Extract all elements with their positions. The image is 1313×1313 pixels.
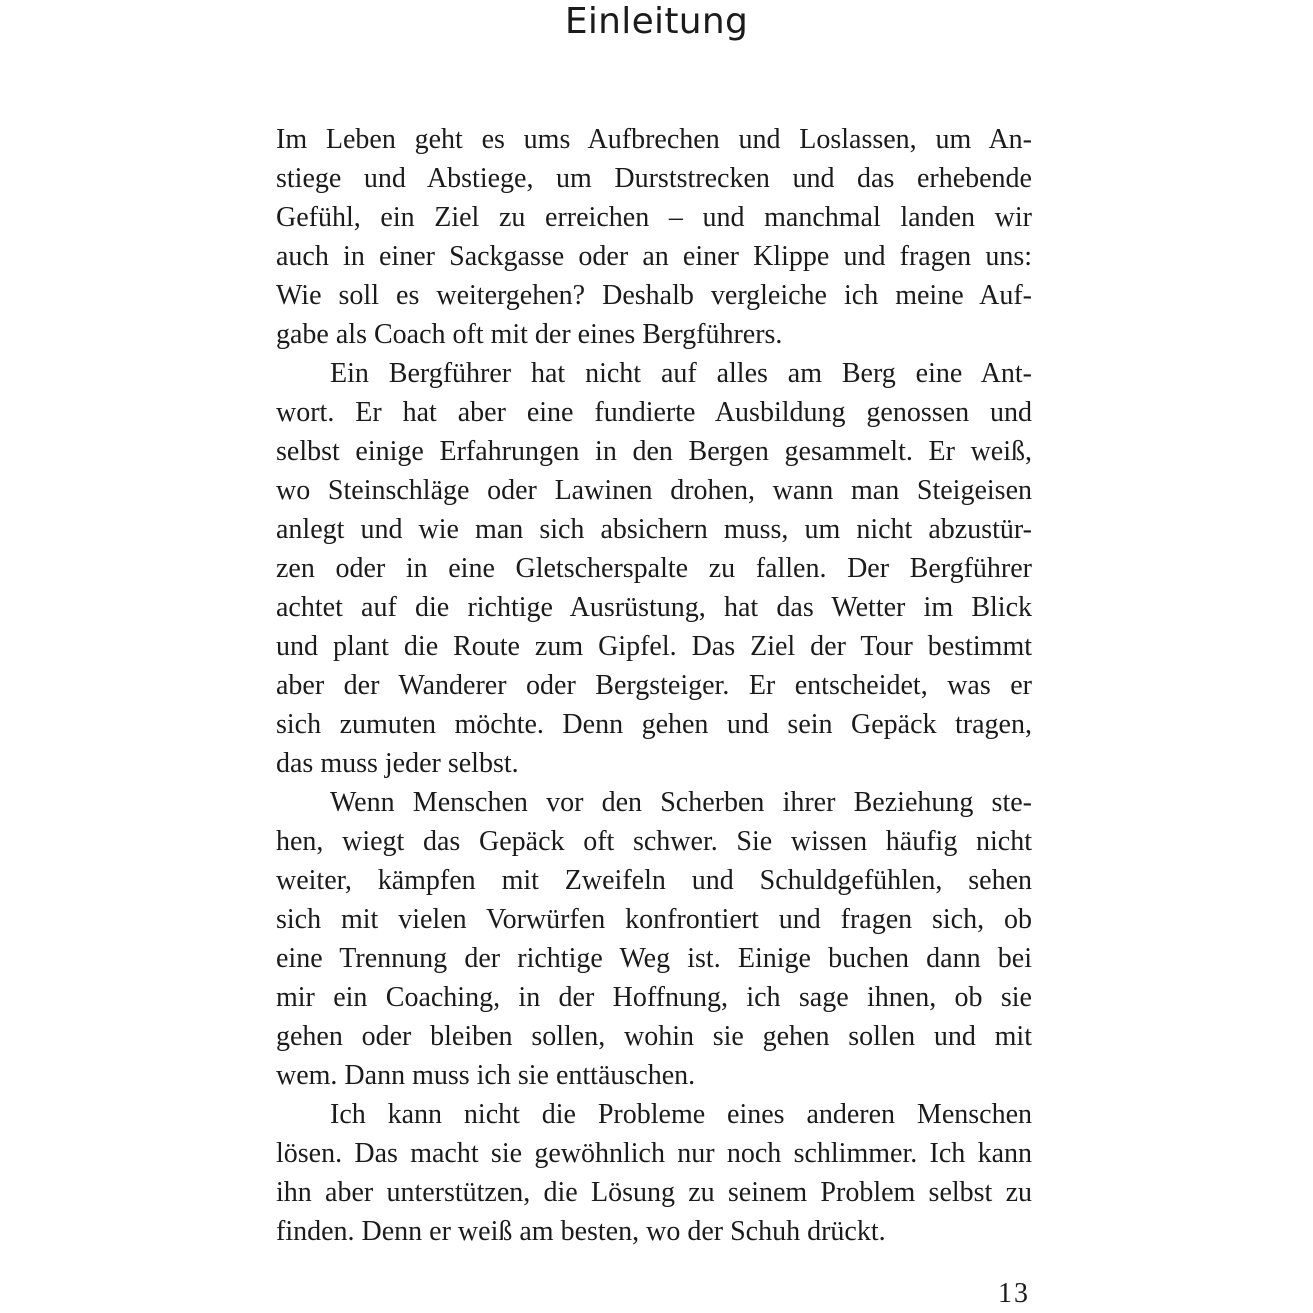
chapter-title: Einleitung [564, 1, 749, 42]
text-line: Ich kann nicht die Probleme eines anderen Menschen [330, 1099, 1032, 1130]
text-line: Im Leben geht es ums Aufbrechen und Loslassen, um An- [276, 124, 1032, 155]
text-line: wo Steinschläge oder Lawinen drohen, wann man Steigeisen [276, 475, 1032, 506]
text-line: Gefühl, ein Ziel zu erreichen – und manchmal landen wir [276, 202, 1032, 233]
text-line: Ein Bergführer hat nicht auf alles am Berg eine Ant- [330, 358, 1032, 389]
text-line: achtet auf die richtige Ausrüstung, hat das Wetter im Blick [276, 592, 1032, 623]
text-line: wort. Er hat aber eine fundierte Ausbildung genossen und [276, 397, 1032, 428]
body-text [276, 120, 1032, 1251]
text-line: sich zumuten möchte. Denn gehen und sein Gepäck tragen, [276, 709, 1032, 740]
text-line: lösen. Das macht sie gewöhnlich nur noch schlimmer. Ich kann [276, 1138, 1032, 1169]
page-number: 13 [998, 1278, 1030, 1309]
text-line: anlegt und wie man sich absichern muss, um nicht abzustür- [276, 514, 1032, 545]
text-line: weiter, kämpfen mit Zweifeln und Schuldgefühlen, sehen [276, 865, 1032, 896]
text-line: finden. Denn er weiß am besten, wo der Schuh drückt. [276, 1216, 886, 1247]
text-line: zen oder in eine Gletscherspalte zu fallen. Der Bergführer [276, 553, 1032, 584]
paragraph-2 [276, 354, 1032, 783]
text-line: gabe als Coach oft mit der eines Bergführers. [276, 319, 783, 350]
text-line: aber der Wanderer oder Bergsteiger. Er entscheidet, was er [276, 670, 1032, 701]
text-line: mir ein Coaching, in der Hoffnung, ich sage ihnen, ob sie [276, 982, 1032, 1013]
paragraph-3 [276, 783, 1032, 1095]
text-line: stiege und Abstiege, um Durststrecken und das erhebende [276, 163, 1032, 194]
text-line: Wenn Menschen vor den Scherben ihrer Beziehung ste- [330, 787, 1032, 818]
paragraph-1 [276, 120, 1032, 354]
text-line: gehen oder bleiben sollen, wohin sie gehen sollen und mit [276, 1021, 1032, 1052]
text-line: ihn aber unterstützen, die Lösung zu seinem Problem selbst zu [276, 1177, 1032, 1208]
text-line: selbst einige Erfahrungen in den Bergen gesammelt. Er weiß, [276, 436, 1032, 467]
text-line: Wie soll es weitergehen? Deshalb vergleiche ich meine Auf- [276, 280, 1032, 311]
text-line: eine Trennung der richtige Weg ist. Einige buchen dann bei [276, 943, 1032, 974]
text-line: auch in einer Sackgasse oder an einer Klippe und fragen uns: [276, 241, 1032, 272]
text-line: und plant die Route zum Gipfel. Das Ziel der Tour bestimmt [276, 631, 1032, 662]
text-line: wem. Dann muss ich sie enttäuschen. [276, 1060, 696, 1091]
text-line: sich mit vielen Vorwürfen konfrontiert und fragen sich, ob [276, 904, 1032, 935]
text-line: das muss jeder selbst. [276, 748, 519, 779]
text-line: hen, wiegt das Gepäck oft schwer. Sie wissen häufig nicht [276, 826, 1032, 857]
paragraph-4 [276, 1095, 1032, 1251]
